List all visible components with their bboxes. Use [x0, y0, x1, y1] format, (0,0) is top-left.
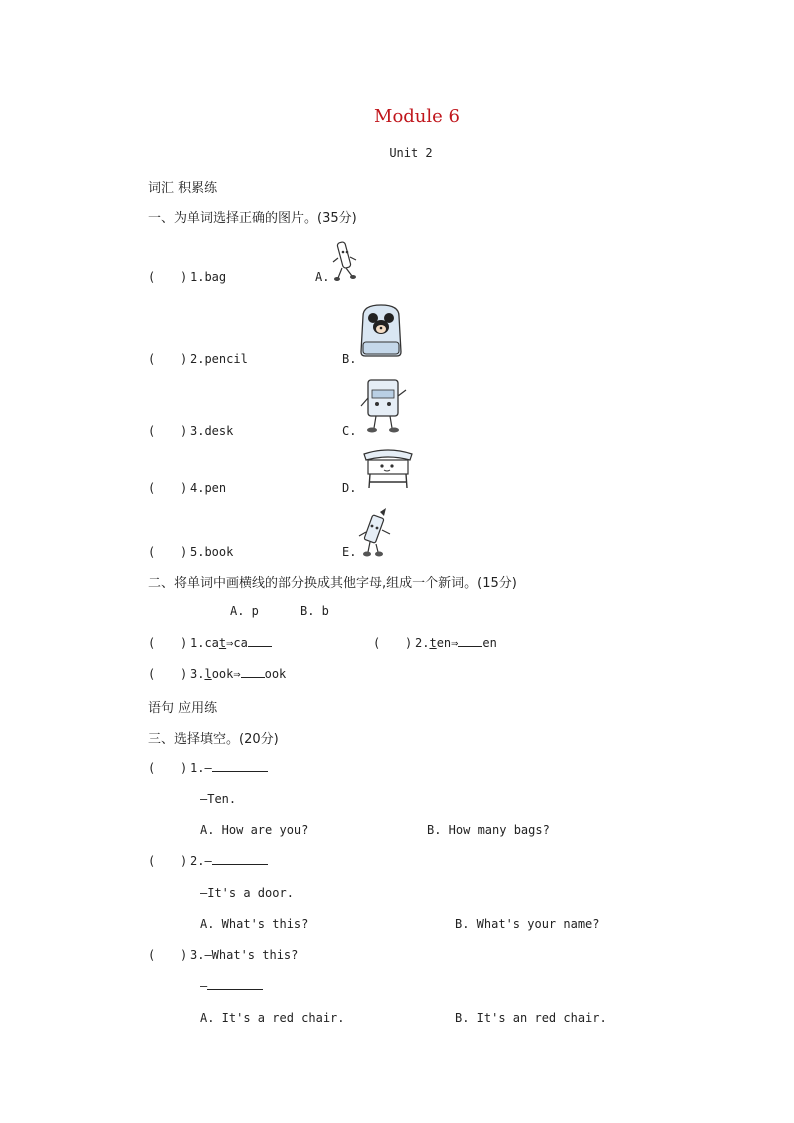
question-prompt: 2.—: [190, 854, 268, 868]
q1-instruction: 一、为单词选择正确的图片。(35分): [148, 211, 357, 226]
choice-a: A. It's a red chair.: [200, 1011, 345, 1025]
answer-blank[interactable]: [207, 979, 263, 990]
answer-bracket-close: ): [180, 481, 188, 495]
q2-option-b: B. b: [300, 604, 329, 618]
answer-blank[interactable]: [248, 636, 272, 647]
choice-a: A. What's this?: [200, 917, 309, 931]
section-heading-vocab: 词汇 积累练: [148, 181, 218, 196]
answer-bracket-open[interactable]: (: [148, 545, 156, 559]
q2-word: 1.cat⇒ca: [190, 636, 272, 650]
answer-bracket-close: ): [180, 854, 188, 868]
option-label: C.: [342, 424, 357, 438]
answer-bracket-close: ): [180, 667, 188, 681]
word-label: 2.pencil: [190, 352, 248, 366]
question-prompt: 3.—What's this?: [190, 948, 299, 962]
response-text: —Ten.: [200, 792, 237, 806]
choice-b: B. It's an red chair.: [455, 1011, 607, 1025]
answer-bracket-open[interactable]: (: [148, 667, 156, 681]
option-label: D.: [342, 481, 357, 495]
question-prompt: 1.—: [190, 761, 268, 775]
answer-bracket-open[interactable]: (: [148, 761, 156, 775]
choice-b: B. How many bags?: [427, 823, 550, 837]
pencil-character-icon: [356, 506, 396, 558]
page-title: Module 6: [374, 106, 460, 127]
option-label: E.: [342, 545, 357, 559]
section-heading-sentences: 语句 应用练: [148, 701, 218, 716]
answer-bracket-open[interactable]: (: [373, 636, 381, 650]
answer-bracket-open[interactable]: (: [148, 270, 156, 284]
q2-option-a: A. p: [230, 604, 259, 618]
answer-bracket-close: ): [180, 424, 188, 438]
option-label: B.: [342, 352, 357, 366]
answer-bracket-close: ): [180, 948, 188, 962]
book-character-icon: [358, 376, 410, 434]
answer-bracket-close: ): [180, 761, 188, 775]
q3-instruction: 三、选择填空。(20分): [148, 732, 279, 747]
answer-bracket-open[interactable]: (: [148, 854, 156, 868]
answer-bracket-close: ): [405, 636, 413, 650]
answer-bracket-close: ): [180, 636, 188, 650]
word-label: 5.book: [190, 545, 234, 559]
q2-word: 3.look⇒ ook: [190, 667, 287, 681]
answer-bracket-open[interactable]: (: [148, 948, 156, 962]
backpack-icon: [357, 302, 405, 358]
answer-bracket-close: ): [180, 352, 188, 366]
word-label: 1.bag: [190, 270, 227, 284]
answer-bracket-open[interactable]: (: [148, 424, 156, 438]
answer-blank[interactable]: [241, 667, 265, 678]
answer-blank[interactable]: [212, 761, 268, 772]
answer-bracket-open[interactable]: (: [148, 481, 156, 495]
page-subtitle: Unit 2: [389, 146, 433, 160]
pen-character-icon: [330, 240, 360, 282]
q2-instruction: 二、将单词中画横线的部分换成其他字母,组成一个新词。(15分): [148, 576, 517, 591]
answer-bracket-open[interactable]: (: [148, 352, 156, 366]
answer-bracket-close: ): [180, 270, 188, 284]
response-text: —It's a door.: [200, 886, 294, 900]
answer-bracket-open[interactable]: (: [148, 636, 156, 650]
answer-bracket-close: ): [180, 545, 188, 559]
word-label: 4.pen: [190, 481, 227, 495]
option-label: A.: [315, 270, 330, 284]
answer-blank[interactable]: [212, 854, 268, 865]
word-label: 3.desk: [190, 424, 234, 438]
choice-b: B. What's your name?: [455, 917, 600, 931]
response-text: —: [200, 979, 263, 993]
answer-blank[interactable]: [458, 636, 482, 647]
q2-word: 2.ten⇒ en: [415, 636, 497, 650]
choice-a: A. How are you?: [200, 823, 309, 837]
desk-icon: [360, 446, 416, 492]
